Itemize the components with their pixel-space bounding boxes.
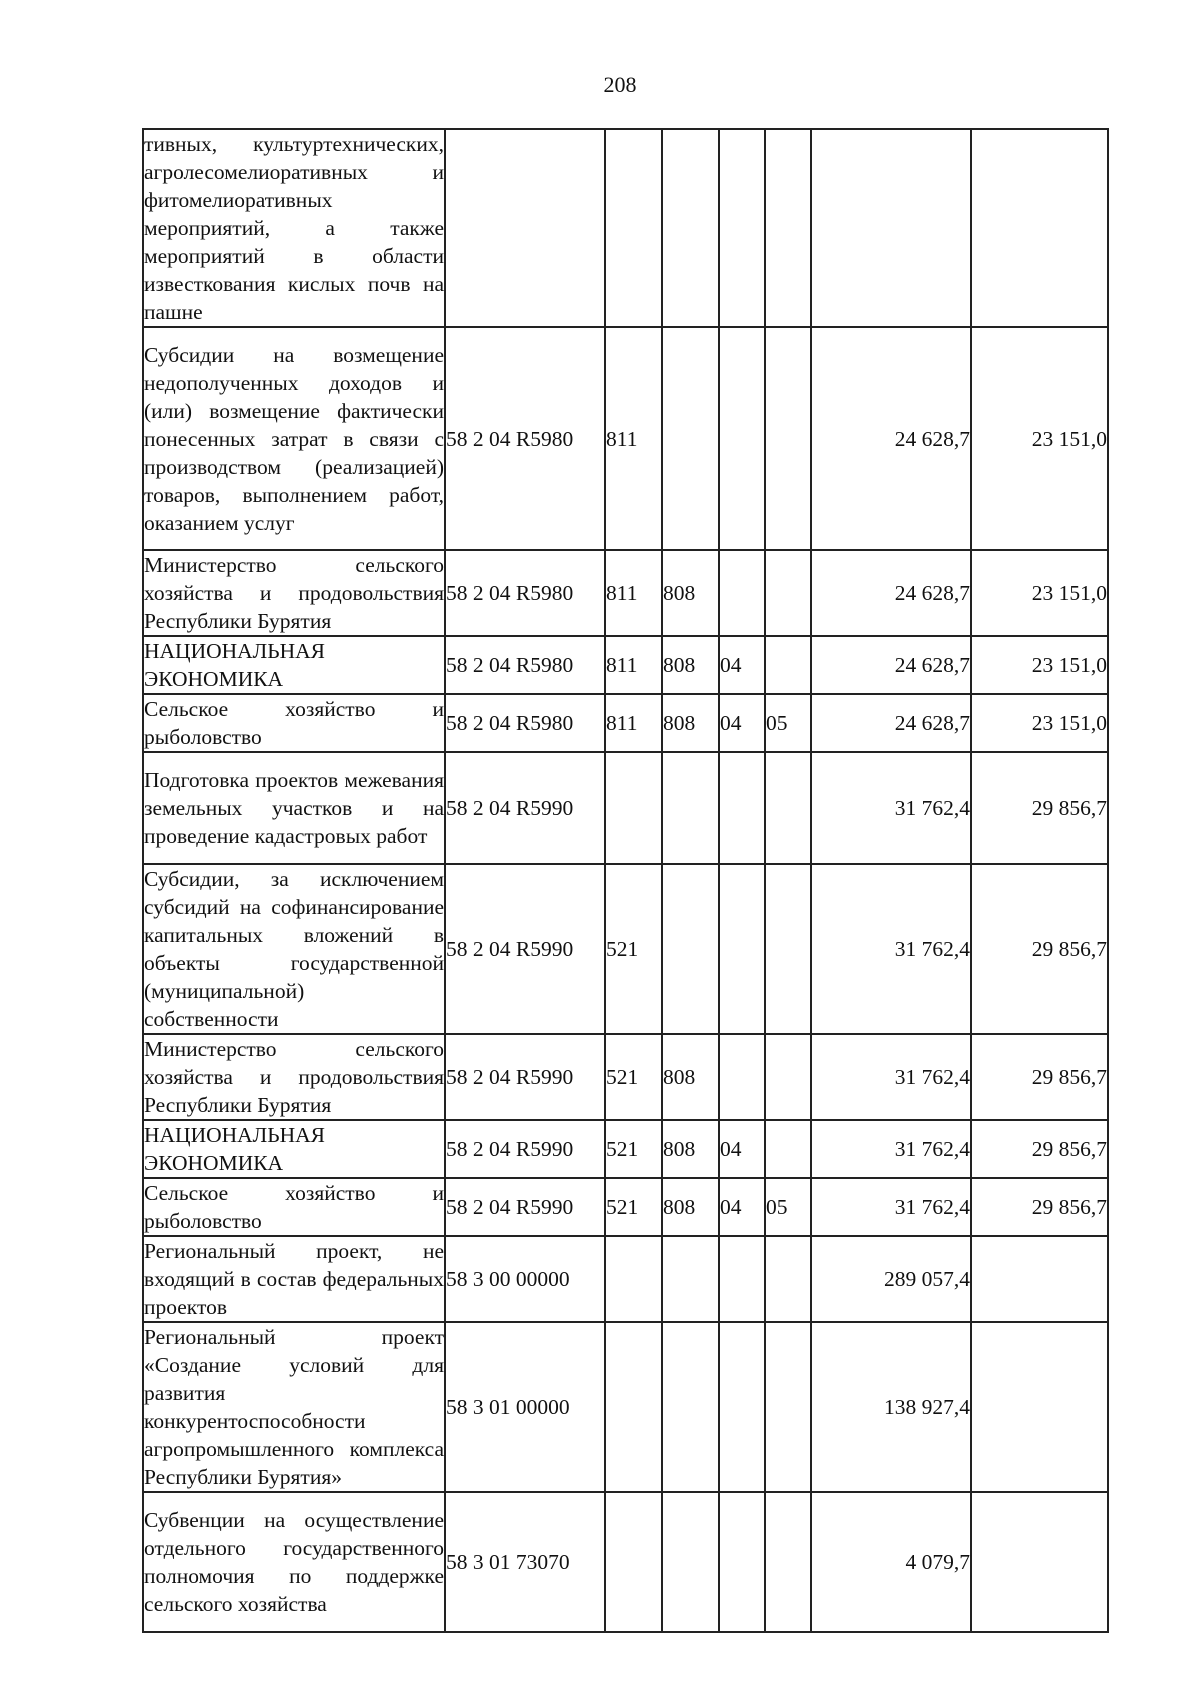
- target-code-cell: 58 2 04 R5980: [445, 636, 605, 694]
- table-body: [143, 129, 1108, 1632]
- section-cell: 04: [719, 1120, 765, 1178]
- ministry-code-cell: 808: [662, 1120, 719, 1178]
- amount-year2-cell: [971, 1322, 1108, 1492]
- target-code-cell: 58 2 04 R5980: [445, 694, 605, 752]
- subsection-cell: 05: [765, 1178, 811, 1236]
- section-cell: [719, 327, 765, 550]
- section-cell: 04: [719, 636, 765, 694]
- table-row: [143, 864, 1108, 1034]
- subsection-cell: 05: [765, 694, 811, 752]
- target-code-cell: 58 3 00 00000: [445, 1236, 605, 1322]
- target-code-cell: 58 2 04 R5990: [445, 752, 605, 864]
- expense-type-cell: 521: [605, 864, 662, 1034]
- expense-type-cell: 811: [605, 694, 662, 752]
- amount-year2-cell: [971, 1236, 1108, 1322]
- table-row: [143, 1034, 1108, 1120]
- section-cell: [719, 129, 765, 327]
- amount-year2-cell: 23 151,0: [971, 636, 1108, 694]
- table-row: [143, 129, 1108, 327]
- table-row: [143, 327, 1108, 550]
- table-row: [143, 636, 1108, 694]
- amount-year1-cell: 24 628,7: [811, 694, 971, 752]
- target-code-cell: 58 2 04 R5980: [445, 550, 605, 636]
- section-cell: [719, 1034, 765, 1120]
- expense-type-cell: [605, 129, 662, 327]
- amount-year2-cell: [971, 1492, 1108, 1632]
- row-name-cell: Сельское хозяйство и рыболовство: [143, 1178, 445, 1236]
- row-name-cell: НАЦИОНАЛЬНАЯ ЭКОНОМИКА: [143, 636, 445, 694]
- amount-year2-cell: 23 151,0: [971, 550, 1108, 636]
- subsection-cell: [765, 129, 811, 327]
- table-row: [143, 550, 1108, 636]
- row-name-cell: Министерство сельского хозяйства и продовольствия Республики Бурятия: [143, 1034, 445, 1120]
- section-cell: 04: [719, 694, 765, 752]
- subsection-cell: [765, 1120, 811, 1178]
- table-row: [143, 1236, 1108, 1322]
- section-cell: [719, 1322, 765, 1492]
- ministry-code-cell: 808: [662, 1178, 719, 1236]
- amount-year1-cell: 24 628,7: [811, 636, 971, 694]
- row-name-cell: Сельское хозяйство и рыболовство: [143, 694, 445, 752]
- row-name-cell: НАЦИОНАЛЬНАЯ ЭКОНОМИКА: [143, 1120, 445, 1178]
- subsection-cell: [765, 636, 811, 694]
- row-name-cell: тивных, культуртехнических, агролесомелиоративных и фитомелиоративных мероприятий, а также мероприятий в области известкования кислых почв на пашне: [143, 129, 445, 327]
- ministry-code-cell: [662, 752, 719, 864]
- subsection-cell: [765, 1034, 811, 1120]
- row-name-cell: Подготовка проектов межевания земельных участков и на проведение кадастровых работ: [143, 752, 445, 864]
- amount-year1-cell: 4 079,7: [811, 1492, 971, 1632]
- budget-table: [142, 128, 1109, 1633]
- amount-year1-cell: 24 628,7: [811, 550, 971, 636]
- ministry-code-cell: 808: [662, 636, 719, 694]
- amount-year1-cell: 31 762,4: [811, 752, 971, 864]
- table-row: [143, 752, 1108, 864]
- amount-year1-cell: 31 762,4: [811, 1178, 971, 1236]
- expense-type-cell: 521: [605, 1178, 662, 1236]
- row-name-cell: Региональный проект «Создание условий для развития конкурентоспособности агропромышленного комплекса Республики Бурятия»: [143, 1322, 445, 1492]
- amount-year2-cell: 29 856,7: [971, 1120, 1108, 1178]
- target-code-cell: [445, 129, 605, 327]
- subsection-cell: [765, 752, 811, 864]
- table-row: [143, 694, 1108, 752]
- amount-year2-cell: 29 856,7: [971, 1034, 1108, 1120]
- target-code-cell: 58 2 04 R5990: [445, 1178, 605, 1236]
- row-name-cell: Субвенции на осуществление отдельного государственного полномочия по поддержке сельского хозяйства: [143, 1492, 445, 1632]
- ministry-code-cell: [662, 1322, 719, 1492]
- expense-type-cell: [605, 1492, 662, 1632]
- subsection-cell: [765, 327, 811, 550]
- amount-year1-cell: 24 628,7: [811, 327, 971, 550]
- row-name-cell: Субсидии, за исключением субсидий на софинансирование капитальных вложений в объекты государственной (муниципальной) собственности: [143, 864, 445, 1034]
- amount-year1-cell: 31 762,4: [811, 864, 971, 1034]
- section-cell: [719, 550, 765, 636]
- ministry-code-cell: [662, 129, 719, 327]
- amount-year2-cell: [971, 129, 1108, 327]
- amount-year1-cell: 31 762,4: [811, 1120, 971, 1178]
- amount-year1-cell: 289 057,4: [811, 1236, 971, 1322]
- table-row: [143, 1492, 1108, 1632]
- amount-year2-cell: 23 151,0: [971, 327, 1108, 550]
- table-row: [143, 1120, 1108, 1178]
- target-code-cell: 58 3 01 00000: [445, 1322, 605, 1492]
- expense-type-cell: 521: [605, 1120, 662, 1178]
- amount-year2-cell: 29 856,7: [971, 1178, 1108, 1236]
- expense-type-cell: 521: [605, 1034, 662, 1120]
- subsection-cell: [765, 1322, 811, 1492]
- amount-year2-cell: 29 856,7: [971, 752, 1108, 864]
- section-cell: 04: [719, 1178, 765, 1236]
- page-number: 208: [603, 72, 637, 97]
- amount-year2-cell: 23 151,0: [971, 694, 1108, 752]
- section-cell: [719, 1492, 765, 1632]
- amount-year1-cell: 138 927,4: [811, 1322, 971, 1492]
- section-cell: [719, 864, 765, 1034]
- subsection-cell: [765, 550, 811, 636]
- row-name-cell: Региональный проект, не входящий в состав федеральных проектов: [143, 1236, 445, 1322]
- section-cell: [719, 752, 765, 864]
- target-code-cell: 58 2 04 R5990: [445, 1120, 605, 1178]
- amount-year1-cell: [811, 129, 971, 327]
- target-code-cell: 58 3 01 73070: [445, 1492, 605, 1632]
- section-cell: [719, 1236, 765, 1322]
- row-name-cell: Субсидии на возмещение недополученных доходов и (или) возмещение фактически понесенных затрат в связи с производством (реализацией) товаров, выполнением работ, оказанием услуг: [143, 327, 445, 550]
- row-name-cell: Министерство сельского хозяйства и продовольствия Республики Бурятия: [143, 550, 445, 636]
- expense-type-cell: [605, 1322, 662, 1492]
- target-code-cell: 58 2 04 R5990: [445, 1034, 605, 1120]
- subsection-cell: [765, 1236, 811, 1322]
- amount-year1-cell: 31 762,4: [811, 1034, 971, 1120]
- table-row: [143, 1322, 1108, 1492]
- ministry-code-cell: [662, 864, 719, 1034]
- expense-type-cell: 811: [605, 327, 662, 550]
- ministry-code-cell: 808: [662, 1034, 719, 1120]
- target-code-cell: 58 2 04 R5990: [445, 864, 605, 1034]
- amount-year2-cell: 29 856,7: [971, 864, 1108, 1034]
- ministry-code-cell: [662, 1236, 719, 1322]
- expense-type-cell: 811: [605, 636, 662, 694]
- expense-type-cell: [605, 752, 662, 864]
- subsection-cell: [765, 1492, 811, 1632]
- target-code-cell: 58 2 04 R5980: [445, 327, 605, 550]
- expense-type-cell: [605, 1236, 662, 1322]
- subsection-cell: [765, 864, 811, 1034]
- ministry-code-cell: [662, 1492, 719, 1632]
- ministry-code-cell: [662, 327, 719, 550]
- expense-type-cell: 811: [605, 550, 662, 636]
- ministry-code-cell: 808: [662, 694, 719, 752]
- ministry-code-cell: 808: [662, 550, 719, 636]
- table-row: [143, 1178, 1108, 1236]
